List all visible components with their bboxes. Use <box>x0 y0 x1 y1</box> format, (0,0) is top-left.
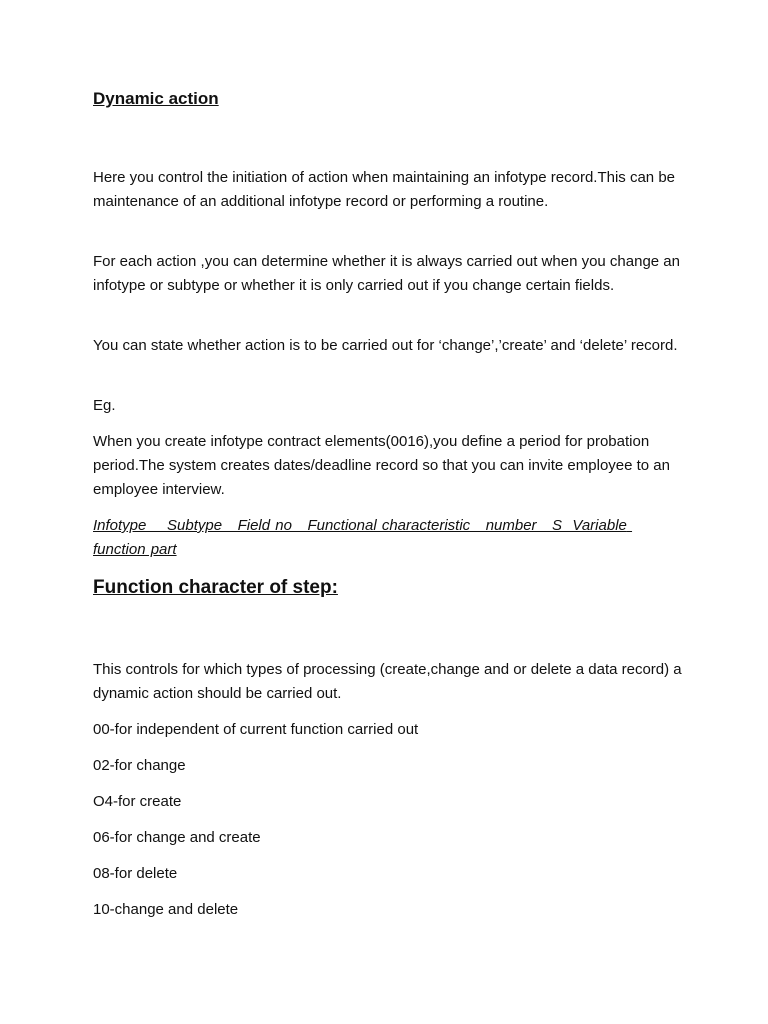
paragraph-1: Here you control the initiation of action when maintaining an infotype record.This can be maintenance of an additional infotype record or performing a routine. <box>93 169 676 210</box>
code-item-08: 08-for delete <box>93 865 178 882</box>
paragraph-3: You can state whether action is to be carried out for ‘change’,’create’ and ‘delete’ record. <box>93 337 678 354</box>
code-item-00: 00-for independent of current function carried out <box>93 721 419 738</box>
paragraph-2: For each action ,you can determine whether it is always carried out when you change an infotype or subtype or whether it is only carried out if you change certain fields. <box>93 253 680 294</box>
code-item-02: 02-for change <box>93 757 186 774</box>
section-intro: This controls for which types of processing (create,change and or delete a data record) a dynamic action should be carried out. <box>93 661 682 702</box>
document-title: Dynamic action <box>93 89 219 108</box>
code-item-04: O4-for create <box>93 793 182 810</box>
code-item-06: 06-for change and create <box>93 829 261 846</box>
paragraph-4: When you create infotype contract elements(0016),you define a period for probation period.The system creates dates/deadline record so that you can invite employee to an employee interview. <box>93 433 670 498</box>
paragraph-example-label: Eg. <box>93 397 116 414</box>
code-item-10: 10-change and delete <box>93 901 239 918</box>
section-heading: Function character of step: <box>93 577 338 598</box>
field-list: Infotype Subtype Field no Functional characteristic number S Variable function part <box>93 517 633 558</box>
